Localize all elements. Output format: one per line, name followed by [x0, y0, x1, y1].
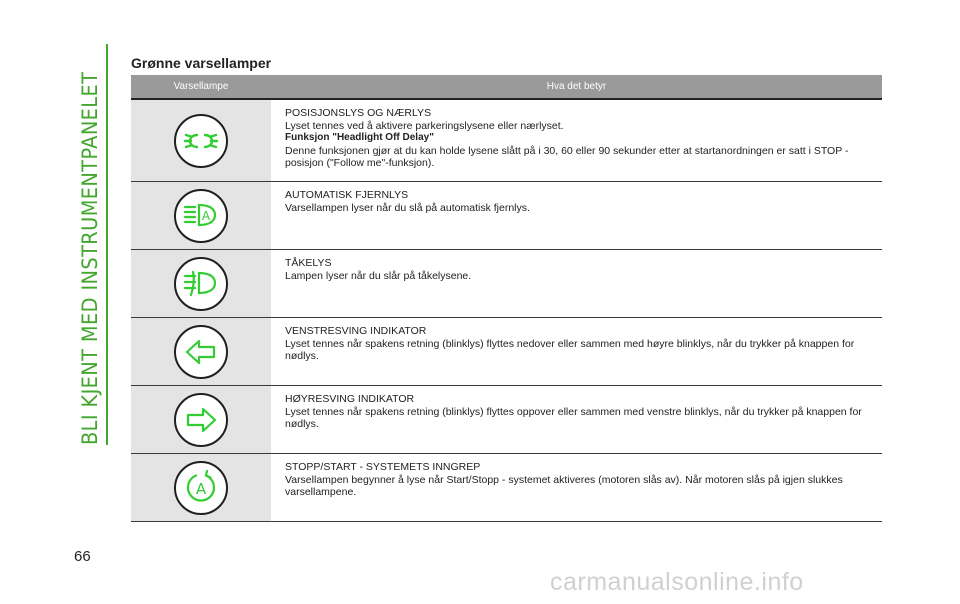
section-title: Grønne varsellamper	[131, 55, 272, 71]
table-row	[131, 454, 882, 522]
description-cell	[271, 318, 882, 385]
chapter-title: BLI KJENT MED INSTRUMENTPANELET	[78, 71, 103, 445]
lamp-description: Varsellampen lyser når du slå på automatisk fjernlys.	[285, 201, 530, 214]
lamp-title: POSISJONSLYS OG NÆRLYS	[285, 107, 432, 119]
left-turn-arrow-icon	[174, 325, 228, 379]
lamp-title: AUTOMATISK FJERNLYS	[285, 189, 409, 201]
description-cell	[271, 250, 882, 317]
lamp-title: TÅKELYS	[285, 257, 332, 269]
chapter-rule	[106, 44, 108, 445]
lamp-title: VENSTRESVING INDIKATOR	[285, 325, 427, 337]
icon-cell	[131, 386, 271, 453]
icon-cell	[131, 250, 271, 317]
page-number: 66	[74, 548, 91, 565]
table-row	[131, 250, 882, 318]
icon-cell	[131, 182, 271, 249]
table-row	[131, 182, 882, 250]
lamp-description: Lyset tennes ved å aktivere parkeringslysene eller nærlyset.	[285, 119, 564, 132]
position-lights-icon	[174, 114, 228, 168]
right-turn-arrow-icon	[174, 393, 228, 447]
icon-cell	[131, 454, 271, 521]
icon-cell	[131, 100, 271, 181]
lamp-description: Lyset tennes når spakens retning (blinklys) flyttes nedover eller sammen med høyre blinklys, når du trykker på knappen for nødlys.	[285, 337, 855, 362]
table-row	[131, 318, 882, 386]
column-header-lamp: Varsellampe	[173, 81, 229, 92]
description-cell	[271, 386, 882, 453]
table-row	[131, 386, 882, 454]
lamp-description: Varsellampen begynner å lyse når Start/Stopp - systemet aktiveres (motoren slås av). Når motoren slås på igjen slukkes varsellampene.	[285, 473, 843, 498]
lamp-subdescription: Denne funksjonen gjør at du kan holde lysene slått på i 30, 60 eller 90 sekunder etter at startanordningen er satt i STOP - posisjon ("Follow me"-funksjon).	[285, 144, 849, 169]
table-row	[131, 100, 882, 182]
fog-light-icon	[174, 257, 228, 311]
description-cell	[271, 182, 882, 249]
icon-cell	[131, 318, 271, 385]
watermark: carmanualsonline.info	[550, 568, 804, 596]
description-cell	[271, 454, 882, 521]
lamp-description: Lyset tennes når spakens retning (blinklys) flyttes oppover eller sammen med venstre blinklys, når du trykker på knappen for nødlys.	[285, 405, 862, 430]
svg-text:A: A	[195, 479, 207, 498]
svg-text:A: A	[201, 208, 211, 223]
table-header	[131, 75, 882, 98]
column-header-meaning: Hva det betyr	[546, 81, 607, 92]
auto-high-beam-icon	[174, 189, 228, 243]
lamp-title: HØYRESVING INDIKATOR	[285, 393, 415, 405]
start-stop-icon	[174, 461, 228, 515]
description-cell	[271, 100, 882, 181]
lamp-subheading: Funksjon "Headlight Off Delay"	[285, 132, 434, 143]
lamp-title: STOPP/START - SYSTEMETS INNGREP	[285, 461, 481, 473]
warning-lights-table	[131, 75, 882, 522]
lamp-description: Lampen lyser når du slår på tåkelysene.	[285, 269, 472, 282]
